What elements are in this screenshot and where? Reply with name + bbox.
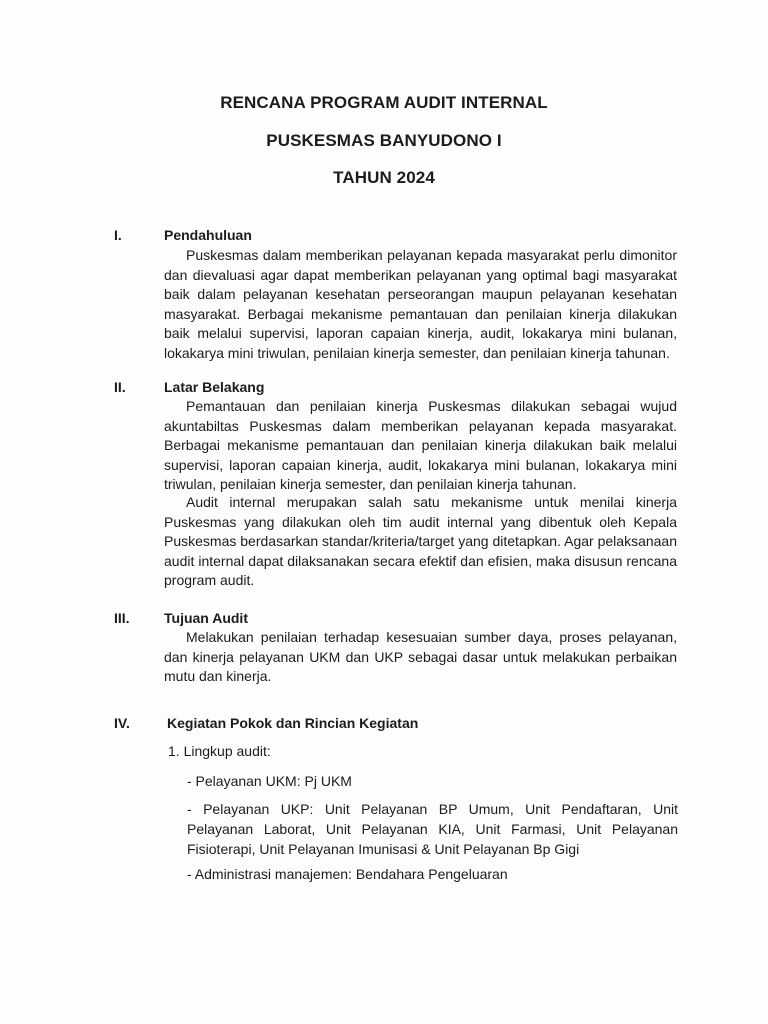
section-3-number: III. [114,610,130,626]
section-1-number: I. [114,227,122,243]
scope-item-administrasi: - Administrasi manajemen: Bendahara Pengeluaran [187,866,508,882]
section-4-number: IV. [114,715,130,731]
section-1-paragraph-1: Puskesmas dalam memberikan pelayanan kepada masyarakat perlu dimonitor dan dievaluasi agar dapat memberikan pelayanan yang optimal bagi masyarakat baik dalam pelayanan kesehatan perseorangan maupun pelayanan kesehatan masyarakat. Berbagai mekanisme pemantauan dan penilaian kinerja dilakukan baik melalui supervisi, laporan capaian kinerja, audit, lokakarya mini bulanan, lokakarya mini triwulan, penilaian kinerja semester, dan penilaian kinerja tahunan. [164,247,677,361]
section-3-paragraph-1: Melakukan penilaian terhadap kesesuaian sumber daya, proses pelayanan, dan kinerja pelayanan UKM dan UKP sebagai dasar untuk melakukan perbaikan mutu dan kinerja. [164,629,677,684]
section-2-paragraph-1: Pemantauan dan penilaian kinerja Puskesmas dilakukan sebagai wujud akuntabiltas Puskesmas dalam memberikan pelayanan kepada masyarakat. Berbagai mekanisme pemantauan dan penilaian kinerja dilakukan baik melalui supervisi, laporan capaian kinerja, audit, lokakarya mini bulanan, lokakarya mini triwulan, penilaian kinerja semester, dan penilaian kinerja tahunan. [164,398,677,492]
document-title-line-1: RENCANA PROGRAM AUDIT INTERNAL [220,93,548,112]
scope-item-ukp: - Pelayanan UKP: Unit Pelayanan BP Umum, Unit Pendaftaran, Unit Pelayanan Laborat, Unit Pelayanan KIA, Unit Farmasi, Unit Pelayanan Fisioterapi, Unit Pelayanan Imunisasi & Unit Pelayanan Bp Gigi [187,801,678,857]
section-1-heading: Pendahuluan [164,227,252,243]
section-4-subheading: 1. Lingkup audit: [168,743,271,759]
section-2-paragraph-2: Audit internal merupakan salah satu mekanisme untuk menilai kinerja Puskesmas yang dilakukan oleh tim audit internal yang dibentuk oleh Kepala Puskesmas berdasarkan standar/kriteria/target yang ditetapkan. Agar pelaksanaan audit internal dapat dilaksanakan secara efektif dan efisien, maka disusun rencana program audit. [164,494,677,588]
section-2-number: II. [114,379,126,395]
document-title-line-3: TAHUN 2024 [333,168,435,187]
scope-item-ukm: - Pelayanan UKM: Pj UKM [187,773,352,789]
section-2-heading: Latar Belakang [164,379,265,395]
document-title-line-2: PUSKESMAS BANYUDONO I [266,131,502,150]
section-3-heading: Tujuan Audit [164,610,248,626]
section-4-heading: Kegiatan Pokok dan Rincian Kegiatan [167,715,419,731]
